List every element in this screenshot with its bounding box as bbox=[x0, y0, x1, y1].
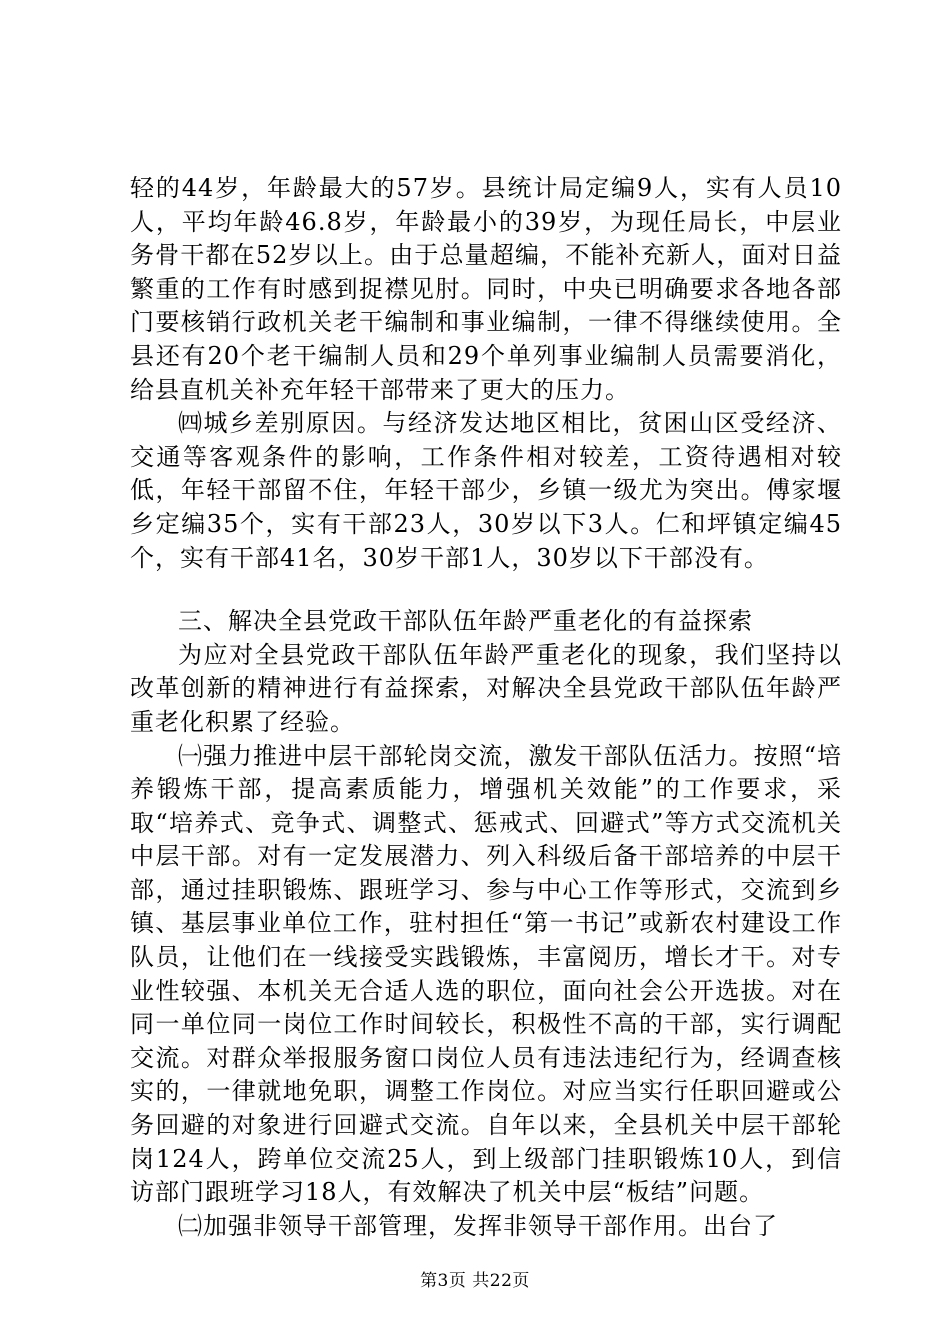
section-heading-3: 三、解决全县党政干部队伍年龄严重老化的有益探索 bbox=[178, 607, 753, 636]
paragraph-rotation-exchange: ㈠强力推进中层干部轮岗交流，激发干部队伍活力。按照“培养锻炼干部，提高素质能力，增强机关效能”的工作要求，采取“培养式、竞争式、调整式、惩戒式、回避式”等方式交流机关中层干部。对有一定发展潜力、列入科级后备干部培养的中层干部，通过挂职锻炼、跟班学习、参与中心工作等形式，交流到乡镇、基层事业单位工作，驻村担任“第一书记”或新农村建设工作队员，让他们在一线接受实践锻炼，丰富阅历，增长才干。对专业性较强、本机关无合适人选的职位，面向社会公开选拔。对在同一单位同一岗位工作时间较长，积极性不高的干部，实行调配交流。对群众举报服务窗口岗位人员有违法违纪行为，经调查核实的，一律就地免职，调整工作岗位。对应当实行任职回避或公务回避的对象进行回避式交流。自年以来，全县机关中层干部轮岗124人，跨单位交流25人，到上级部门挂职锻炼10人，到信访部门跟班学习18人，有效解决了机关中层“板结”问题。 bbox=[130, 741, 842, 1207]
page-number-footer: 第3页 共22页 bbox=[420, 1271, 530, 1291]
paragraph-staffing-details: 轻的44岁，年龄最大的57岁。县统计局定编9人，实有人员10人，平均年龄46.8岁，年龄最小的39岁，为现任局长，中层业务骨干都在52岁以上。由于总量超编，不能补充新人，面对日益繁重的工作有时感到捉襟见肘。同时，中央已明确要求各地各部门要核销行政机关老干编制和事业编制，一律不得继续使用。全县还有20个老干编制人员和29个单列事业编制人员需要消化，给县直机关补充年轻干部带来了更大的压力。 bbox=[130, 174, 842, 404]
paragraph-non-leading-cadres: ㈡加强非领导干部管理，发挥非领导干部作用。出台了 bbox=[178, 1211, 778, 1240]
paragraph-urban-rural-gap: ㈣城乡差别原因。与经济发达地区相比，贫困山区受经济、交通等客观条件的影响，工作条件相对较差，工资待遇相对较低，年轻干部留不住，年轻干部少，乡镇一级尤为突出。傅家堰乡定编35个，实有干部23人，30岁以下3人。仁和坪镇定编45个，实有干部41名，30岁干部1人，30岁以下干部没有。 bbox=[130, 409, 842, 572]
paragraph-section-3-intro: 为应对全县党政干部队伍年龄严重老化的现象，我们坚持以改革创新的精神进行有益探索，对解决全县党政干部队伍年龄严重老化积累了经验。 bbox=[130, 640, 842, 736]
document-body bbox=[130, 172, 842, 1243]
